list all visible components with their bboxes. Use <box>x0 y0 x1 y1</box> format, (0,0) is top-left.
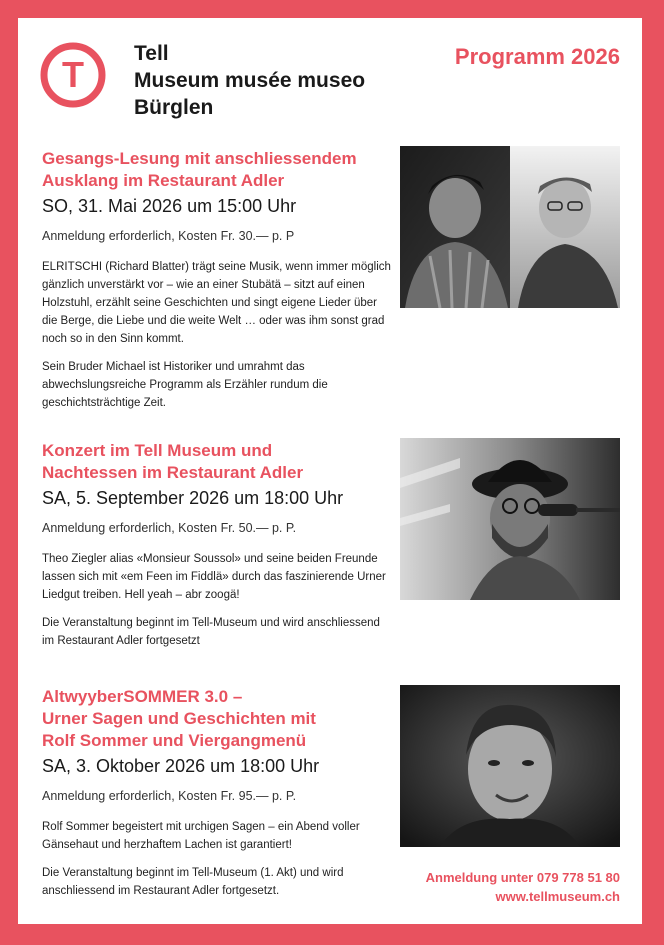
event-date: SO, 31. Mai 2026 um 15:00 Uhr <box>42 196 297 216</box>
duo-portrait-photo <box>400 146 620 308</box>
event-date: SA, 3. Oktober 2026 um 18:00 Uhr <box>42 756 320 776</box>
logo-letter: T <box>62 54 84 95</box>
event-note: Anmeldung erforderlich, Kosten Fr. 30.— p. P <box>42 229 295 243</box>
event-description <box>42 818 392 900</box>
storyteller-portrait-photo <box>400 685 620 847</box>
event-paragraph: Theo Ziegler alias «Monsieur Soussol» und seine beiden Freunde lassen sich mit «em Feen im Fiddlä» durch das faszinierende Urner Liedgut treiben. Hell yeah – abr zoogä! <box>42 553 386 601</box>
event-3-photo <box>400 685 620 847</box>
registration-phone: Anmeldung unter 079 778 51 80 <box>425 870 620 885</box>
event-title <box>42 148 392 192</box>
tell-logo <box>40 42 106 108</box>
museum-name-line: Tell <box>134 42 169 65</box>
event-title-line: Ausklang im Restaurant Adler <box>42 171 285 190</box>
event-paragraph: Die Veranstaltung beginnt im Tell-Museum und wird anschliessend im Restaurant Adler fortgesetzt <box>42 617 380 647</box>
website-link[interactable]: www.tellmuseum.ch <box>495 889 620 904</box>
event-3 <box>42 686 392 910</box>
event-title-line: Rolf Sommer und Viergangmenü <box>42 731 307 750</box>
event-1 <box>42 148 392 422</box>
event-paragraph: Rolf Sommer begeistert mit urchigen Sagen – ein Abend voller Gänsehaut und herzhaftem Lachen ist garantiert! <box>42 821 360 851</box>
museum-name <box>134 40 365 121</box>
tell-logo-icon <box>40 42 106 108</box>
event-title-line: AltwyyberSOMMER 3.0 – <box>42 687 243 706</box>
event-title-line: Urner Sagen und Geschichten mit <box>42 709 316 728</box>
event-title-line: Konzert im Tell Museum und <box>42 441 273 460</box>
event-description <box>42 258 392 412</box>
event-date: SA, 5. September 2026 um 18:00 Uhr <box>42 488 344 508</box>
event-2 <box>42 440 392 660</box>
event-2-photo <box>400 438 620 600</box>
event-paragraph: Die Veranstaltung beginnt im Tell-Museum (1. Akt) und wird anschliessend im Restaurant Adler fortgesetzt. <box>42 867 344 897</box>
event-note: Anmeldung erforderlich, Kosten Fr. 95.— p. P. <box>42 789 297 803</box>
event-1-photo <box>400 146 620 308</box>
programm-title: Programm 2026 <box>454 44 620 69</box>
event-title-line: Gesangs-Lesung mit anschliessendem <box>42 149 357 168</box>
event-note: Anmeldung erforderlich, Kosten Fr. 50.— p. P. <box>42 521 297 535</box>
event-paragraph: ELRITSCHI (Richard Blatter) trägt seine Musik, wenn immer möglich gänzlich unverstärkt vor – wie an einer Stubätä – sitzt auf einen Holzstuhl, erzählt seine Geschichten und singt eigene Lieder über die Berge, die Liebe und die weite Welt … oder was ihm sonst grad noch so in den Sinn kommt. <box>42 261 391 345</box>
singer-photo <box>400 438 620 600</box>
event-description <box>42 550 392 650</box>
footer-contact <box>426 868 620 906</box>
museum-name-line: Bürglen <box>134 96 214 119</box>
event-title <box>42 440 392 484</box>
event-title-line: Nachtessen im Restaurant Adler <box>42 463 304 482</box>
event-paragraph: Sein Bruder Michael ist Historiker und umrahmt das abwechslungsreiche Programm als Erzähler rundum die geschichtsträchtige Zeit. <box>42 361 328 409</box>
event-title <box>42 686 392 752</box>
museum-name-line: Museum musée museo <box>134 69 366 92</box>
flyer-page <box>18 18 642 924</box>
